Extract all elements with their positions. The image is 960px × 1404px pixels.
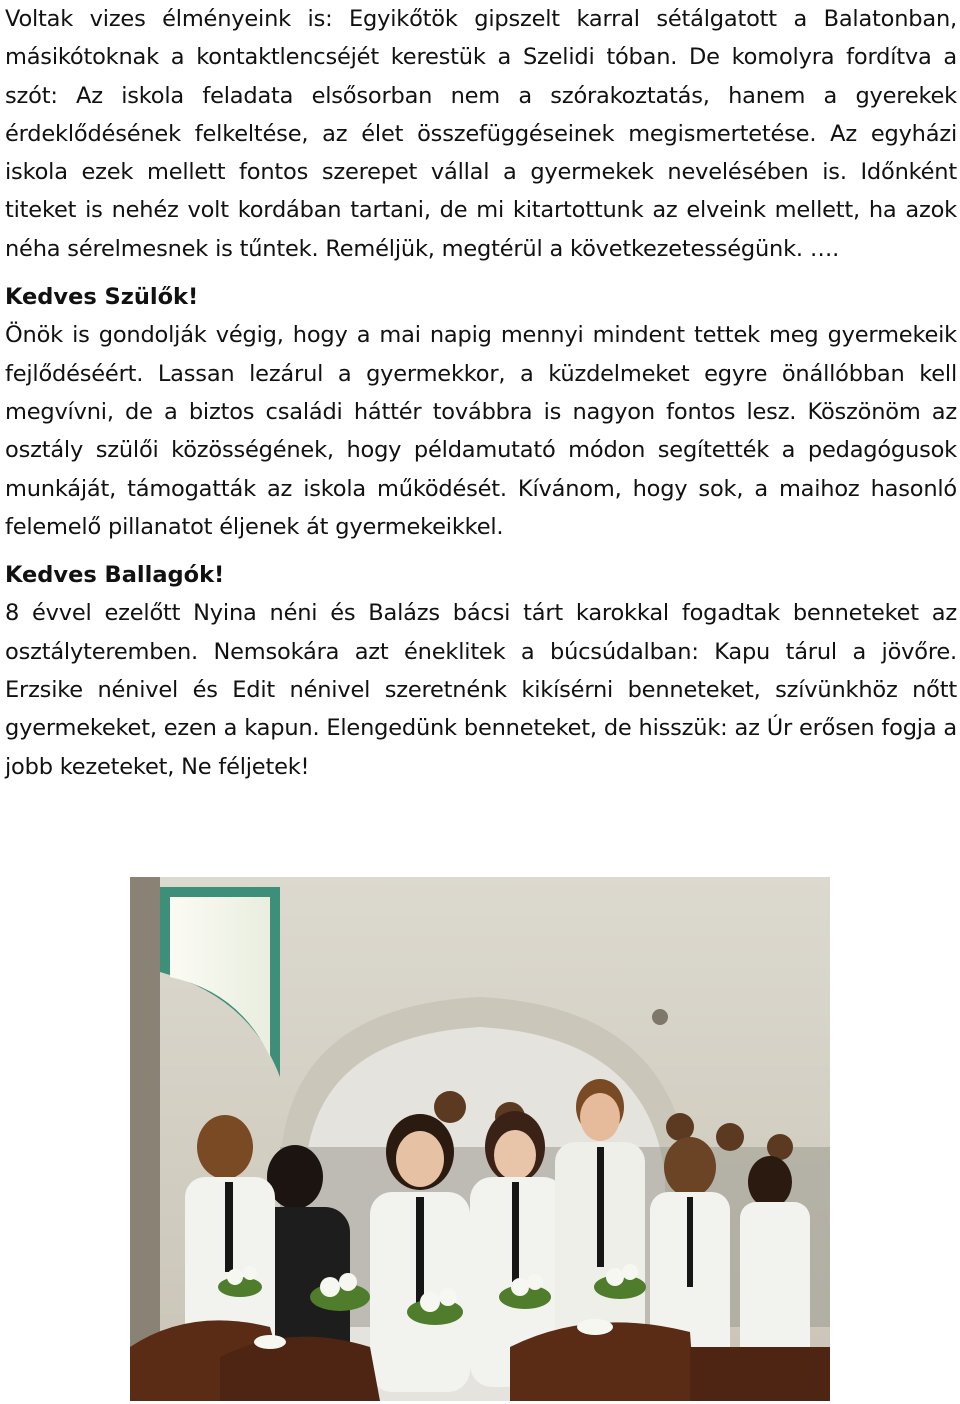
paragraph-memories: Voltak vizes élményeink is: Egyikőtök gipszelt karral sétálgatott a Balatonban, másikótoknak a kontaktlencséjét kerestük a Szelidi tóban. De komolyra fordítva a szót: Az iskola feladata elsősorban nem a szórakoztatás, hanem a gyerekek érdeklődésének felkeltése, az élet összefüggéseinek megismertetése. Az egyházi iskola ezek mellett fontos szerepet vállal a gyermekek nevelésében is. Időnként titeket is nehéz volt kordában tartani, de mi kitartottunk az elveink mellett, ha azok néha sérelmesnek is tűntek. Reméljük, megtérül a következetességünk. …. (5, 6, 957, 262)
graduation-ceremony-photo (130, 877, 830, 1401)
lamp (652, 1009, 668, 1025)
paragraph-graduates: 8 évvel ezelőtt Nyina néni és Balázs bácsi tárt karokkal fogadtak benneteket az osztályteremben. Nemsokára azt éneklitek a búcsúdalban: Kapu tárul a jövőre. Erzsike nénivel és Edit nénivel szeretnénk kikísérni benneteket, szívünkhöz nőtt gyermekeket, ezen a kapun. Elengedünk benneteket, de hisszük: az Úr erősen fogja a jobb kezeteket, Ne féljetek! (5, 600, 957, 780)
wall-shadow (130, 877, 160, 1401)
photo-graduation-ceremony-icon (130, 877, 830, 1401)
document-page (5, 0, 957, 786)
heading-parents: Kedves Szülők! (5, 284, 199, 311)
heading-graduates: Kedves Ballagók! (5, 562, 225, 589)
paragraph-parents: Önök is gondolják végig, hogy a mai napig mennyi mindent tettek meg gyermekeik fejlődéséért. Lassan lezárul a gyermekkor, a küzdelmeket egyre önállóbban kell megvívni, de a biztos családi háttér továbbra is nagyon fontos lesz. Köszönöm az osztály szülői közösségének, hogy példamutató módon segítették a pedagógusok munkáját, támogatták az iskola működését. Kívánom, hogy sok, a maihoz hasonló felemelő pillanatot éljenek át gyermekeikkel. (5, 322, 957, 540)
